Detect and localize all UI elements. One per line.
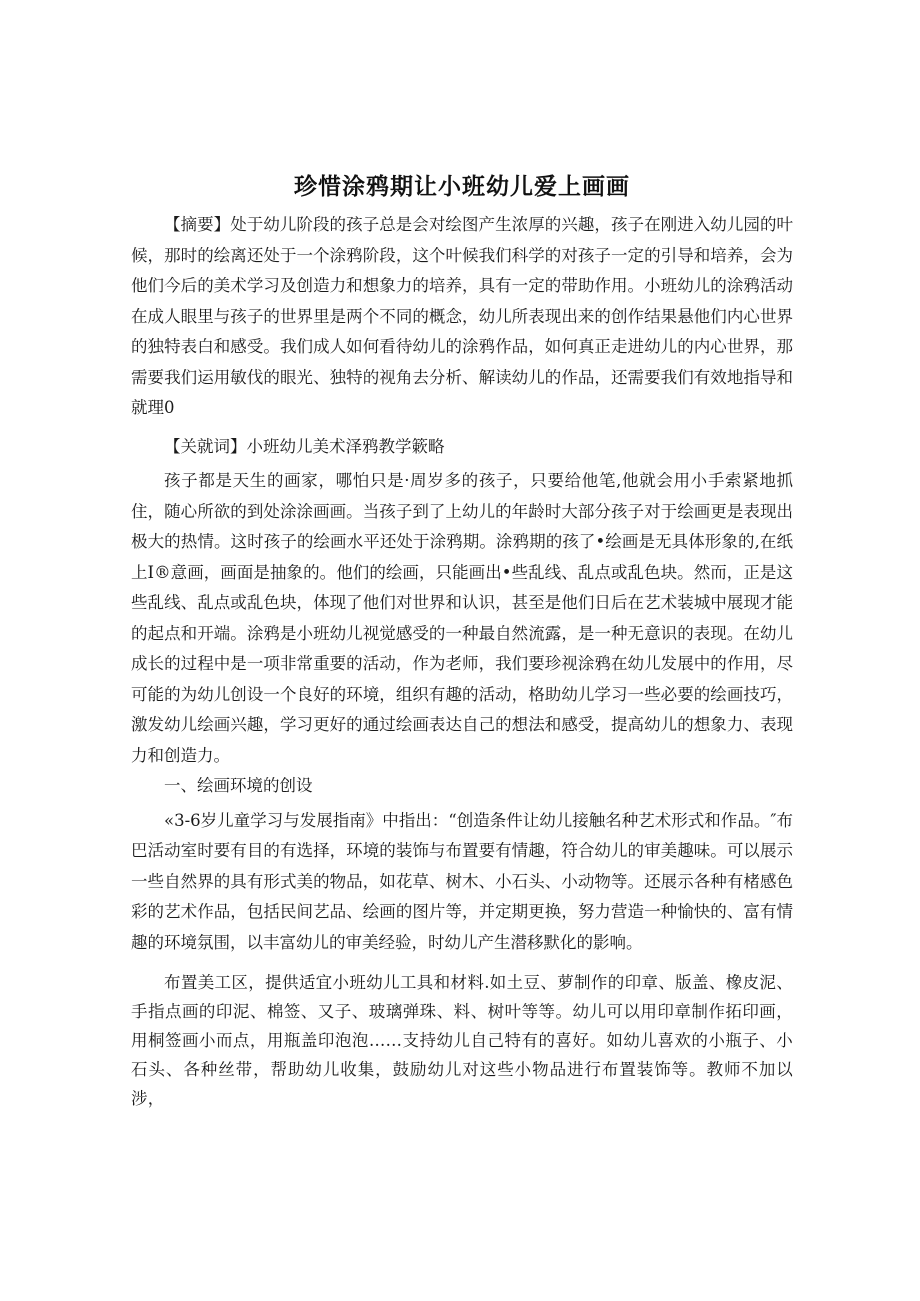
body-paragraph-2: 布置美工区，提供适宜小班幼儿工具和材料.如土豆、萝制作的印章、版盖、橡皮泥、手指点画的印泥、棉签、又子、玻璃弹珠、料、树叶等等。幼儿可以用印章制作拓印画，用桐签画小而点，用瓶盖印泡泡……支持幼儿自己特有的喜好。如幼儿喜欢的小瓶子、小石头、各种丝带，帮助幼儿收集，鼓励幼儿对这些小物品进行布置装饰等。教师不加以涉， bbox=[131, 973, 793, 1108]
abstract-paragraph: 【摘要】处于幼儿阶段的孩子总是会对绘图产生浓厚的兴趣，孩子在刚进入幼儿园的叶候，那时的绘离还处于一个涂鸦阶段，这个叶候我们科学的对孩子一定的引导和培养，会为他们今后的美术学习及创造力和想象力的培养，具有一定的带助作用。小班幼儿的涂鸦活动在成人眼里与孩子的世界里是两个不同的概念，幼儿所表现出来的创作结果悬他们内心世界的独特表白和感受。我们成人如何看待幼儿的涂鸦作品，如何真正走进幼儿的内心世界，那需要我们运用敏伐的眼光、独特的视角去分析、解读幼儿的作品，还需要我们有效地指导和就理0 bbox=[131, 215, 793, 417]
intro-paragraph: 孩子都是天生的画家，哪怕只是·周岁多的孩子，只要给他笔,他就会用小手索紧地抓住，随心所欲的到处涂涂画画。当孩子到了上幼儿的年龄时大部分孩子对于绘画更是表现出极大的热情。这时孩子的绘画水平还处于涂鸦期。涂鸦期的孩了•绘画是无具体形象的,在纸上I®意画，画面是抽象的。他们的绘画，只能画出•些乱线、乱点或乱色块。然而，正是这些乱线、乱点或乱色块，体现了他们对世界和认识，甚至是他们日后在艺术装城中展现才能的起点和开端。涂鸦是小班幼儿视觉感受的一种最自然流露，是一种无意识的表现。在幼儿成长的过程中是一项非常重要的活动，作为老师，我们要珍视涂鸦在幼儿发展中的作用，尽可能的为幼儿创设一个良好的环境，组织有趣的活动，格助幼儿学习一些必要的绘画技巧，激发幼儿绘画兴趣，学习更好的通过绘画表达自己的想法和感受，提高幼儿的想象力、表现力和创造力。 bbox=[131, 471, 793, 765]
document-body bbox=[131, 170, 793, 1113]
section-heading: 一、绘画环境的创设 bbox=[164, 776, 313, 795]
keywords-line: 【关就词】小班幼儿美术泽鸦教学簌略 bbox=[164, 436, 445, 456]
document-title: 珍惜涂鸦期让小班幼儿爱上画画 bbox=[294, 174, 630, 200]
body-paragraph: «3-6岁儿童学习与发展指南》中指出：“创造条件让幼儿接触名种艺术形式和作品。″布巴活动室时要有目的有选择，环境的装饰与布置要有情趣，符合幼儿的审美趣味。可以展示一些自然界的具有形式美的物品，如花草、树木、小石头、小动物等。还展示各种有楮感色彩的艺术作品，包括民间艺品、绘画的图片等，并定期更换，努力营造一种愉快的、富有情趣的环境氛围，以丰富幼儿的审美经验，时幼儿产生潜移默化的影响。 bbox=[131, 810, 793, 952]
